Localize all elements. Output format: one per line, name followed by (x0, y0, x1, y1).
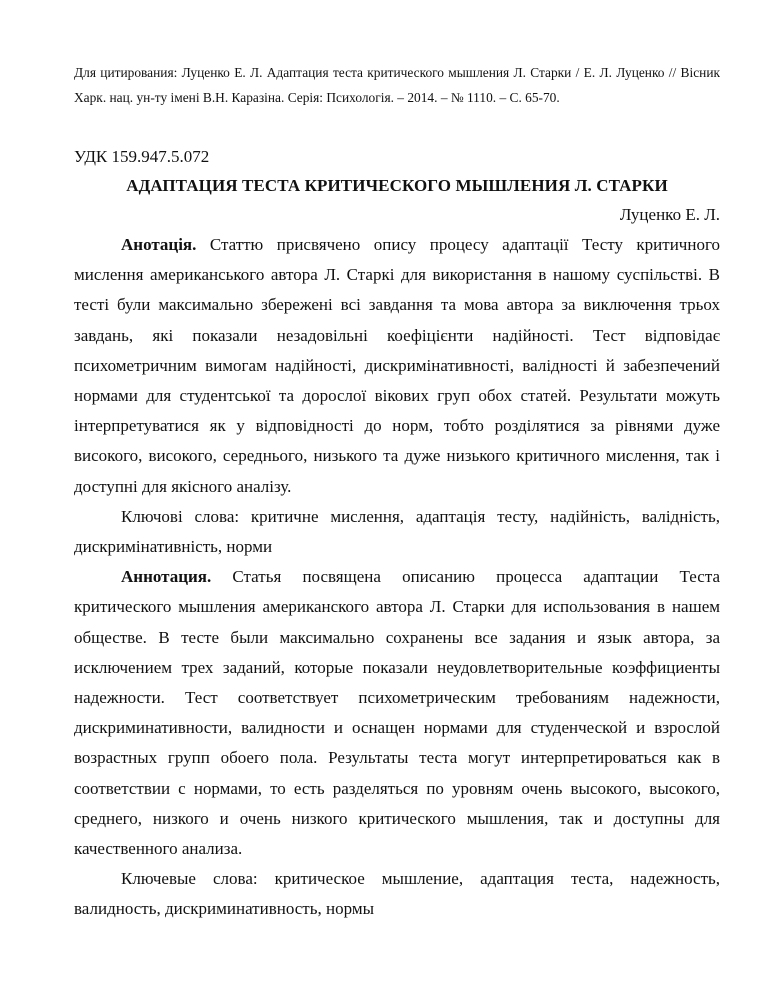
abstract-ukrainian-text: Статтю присвячено опису процесу адаптації Тесту критичного мислення американського автора Л. Старкі для використання в нашому суспільстві. В тесті були максимально збережені всі завдання та мова автора за виключення трьох завдань, які показали незадовільні коефіцієнти надійності. Тест відповідає психометричним вимогам надійності, дискримінативності, валідності й забезпечений нормами для студентської та дорослої вікових груп обох статей. Результати можуть інтерпретуватися як у відповідності до норм, тобто розділятися за рівнями дуже високого, високого, середнього, низького та дуже низького критичного мислення, так і доступні для якісного аналізу. (74, 235, 720, 496)
abstract-russian (74, 562, 720, 864)
abstract-russian-label: Аннотация. (121, 567, 212, 587)
abstract-ukrainian (74, 230, 720, 502)
paper-title: АДАПТАЦИЯ ТЕСТА КРИТИЧЕСКОГО МЫШЛЕНИЯ Л. СТАРКИ (126, 176, 668, 195)
citation-note: Для цитирования: Луценко Е. Л. Адаптация теста критического мышления Л. Старки / Е. Л. Луценко // Вісник Харк. нац. ун-ту імені В.Н. Каразіна. Серія: Психологія. – 2014. – № 1110. – С. 65-70. (74, 65, 720, 105)
abstract-russian-text: Статья посвящена описанию процесса адаптации Теста критического мышления американского автора Л. Старки для использования в нашем обществе. В тесте были максимально сохранены все задания и язык автора, за исключением трех заданий, которые показали неудовлетворительные коэффициенты надежности. Тест соответствует психометрическим требованиям надежности, дискриминативности, валидности и оснащен нормами для студенческой и взрослой возрастных групп обоего пола. Результаты теста могут интерпретироваться как в соответствии с нормами, то есть разделяться по уровням очень высокого, высокого, среднего, низкого и очень низкого критического мышления, так и доступны для качественного анализа. (74, 567, 720, 859)
keywords-russian: Ключевые слова: критическое мышление, адаптация теста, надежность, валидность, дискриминативность, нормы (74, 869, 720, 919)
author-name: Луценко Е. Л. (619, 205, 720, 224)
keywords-ukrainian: Ключові слова: критичне мислення, адаптація тесту, надійність, валідність, дискримінативність, норми (74, 506, 720, 557)
udc-code: УДК 159.947.5.072 (74, 147, 210, 166)
abstract-ukrainian-label: Анотація. (121, 235, 197, 254)
